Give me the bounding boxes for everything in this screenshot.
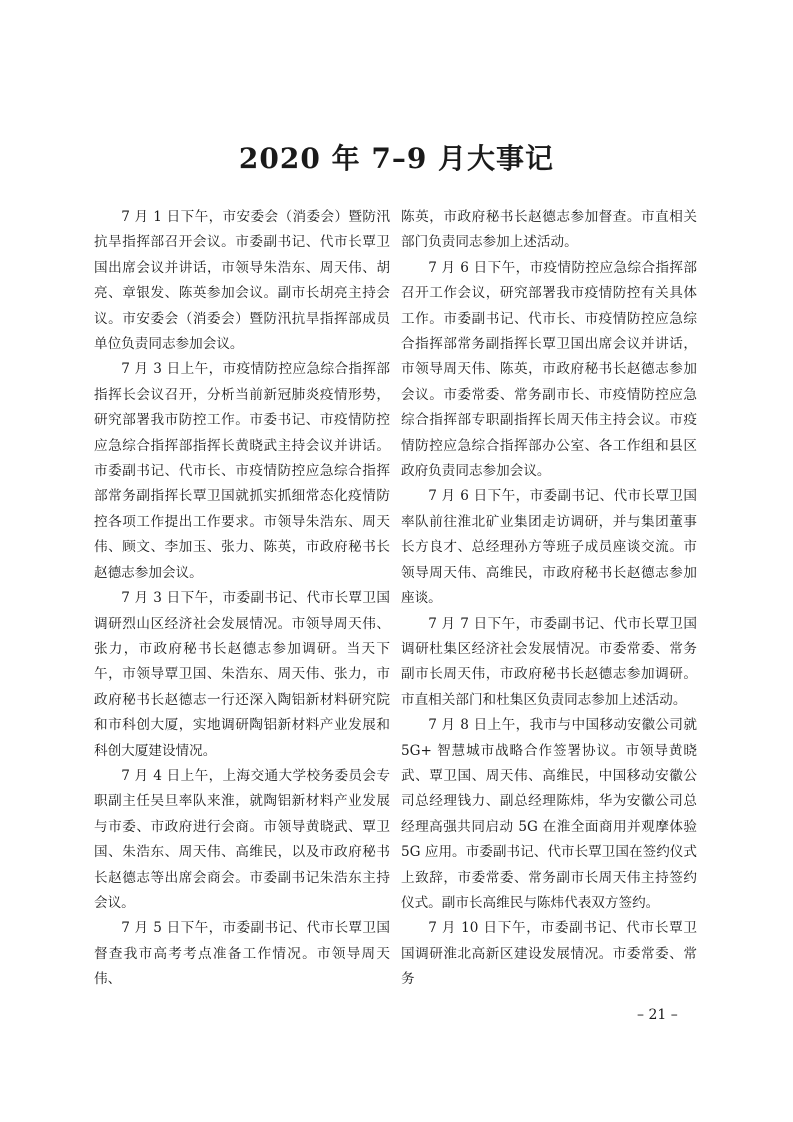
left-column (94, 205, 390, 993)
event-paragraph: 7 月 10 日下午，市委副书记、代市长覃卫国调研淮北高新区建设发展情况。市委常委、常务 (401, 920, 697, 988)
right-column (401, 205, 697, 993)
page-number: – 21 – (637, 1007, 678, 1023)
event-paragraph: 7 月 7 日下午，市委副书记、代市长覃卫国调研杜集区经济社会发展情况。市委常委、常务副市长周天伟，市政府秘书长赵德志参加调研。市直相关部门和杜集区负责同志参加上述活动。 (401, 615, 697, 708)
event-paragraph: 7 月 4 日上午，上海交通大学校务委员会专职副主任吴旦率队来淮，就陶铝新材料产业发展与市委、市政府进行会商。市领导黄晓武、覃卫国、朱浩东、周天伟、高维民，以及市政府秘书长赵德志等出席会商会。市委副书记朱浩东主持会议。 (94, 767, 390, 911)
page-title: 2020 年 7–9 月大事记 (238, 142, 555, 175)
event-paragraph: 7 月 3 日下午，市委副书记、代市长覃卫国调研烈山区经济社会发展情况。市领导周天伟、张力，市政府秘书长赵德志参加调研。当天下午，市领导覃卫国、朱浩东、周天伟、张力，市政府秘书长赵德志一行还深入陶铝新材料研究院和市科创大厦，实地调研陶铝新材料产业发展和科创大厦建设情况。 (94, 590, 390, 759)
event-paragraph: 7 月 3 日上午，市疫情防控应急综合指挥部指挥长会议召开，分析当前新冠肺炎疫情形势，研究部署我市防控工作。市委书记、市疫情防控应急综合指挥部指挥长黄晓武主持会议并讲话。市委副书记、代市长、市疫情防控应急综合指挥部常务副指挥长覃卫国就抓实抓细常态化疫情防控各项工作提出工作要求。市领导朱浩东、周天伟、顾文、李加玉、张力、陈英，市政府秘书长赵德志参加会议。 (94, 361, 390, 581)
event-paragraph: 7 月 6 日下午，市疫情防控应急综合指挥部召开工作会议，研究部署我市疫情防控有关具体工作。市委副书记、代市长、市疫情防控应急综合指挥部常务副指挥长覃卫国出席会议并讲话，市领导周天伟、陈英，市政府秘书长赵德志参加会议。市委常委、常务副市长、市疫情防控应急综合指挥部专职副指挥长周天伟主持会议。市疫情防控应急综合指挥部办公室、各工作组和县区政府负责同志参加会议。 (401, 259, 697, 480)
event-paragraph: 7 月 5 日下午，市委副书记、代市长覃卫国督查我市高考考点准备工作情况。市领导周天伟、 (94, 920, 390, 988)
event-paragraph: 7 月 8 日上午，我市与中国移动安徽公司就 5G+ 智慧城市战略合作签署协议。市领导黄晓武、覃卫国、周天伟、高维民，中国移动安徽公司总经理钱力、副总经理陈炜，华为安徽公司总经理高强共同启动 5G 在淮全面商用并观摩体验 5G 应用。市委副书记、代市长覃卫国在签约仪式上致辞，市委常委、常务副市长周天伟主持签约仪式。副市长高维民与陈炜代表双方签约。 (401, 717, 697, 911)
continued-paragraph: 陈英，市政府秘书长赵德志参加督查。市直相关部门负责同志参加上述活动。 (401, 209, 697, 251)
event-paragraph: 7 月 1 日下午，市安委会（消委会）暨防汛抗旱指挥部召开会议。市委副书记、代市长覃卫国出席会议并讲话，市领导朱浩东、周天伟、胡亮、章银发、陈英参加会议。副市长胡亮主持会议。市安委会（消委会）暨防汛抗旱指挥部成员单位负责同志参加会议。 (94, 209, 390, 353)
event-paragraph: 7 月 6 日下午，市委副书记、代市长覃卫国率队前往淮北矿业集团走访调研，并与集团董事长方良才、总经理孙方等班子成员座谈交流。市领导周天伟、高维民，市政府秘书长赵德志参加座谈。 (401, 488, 697, 607)
